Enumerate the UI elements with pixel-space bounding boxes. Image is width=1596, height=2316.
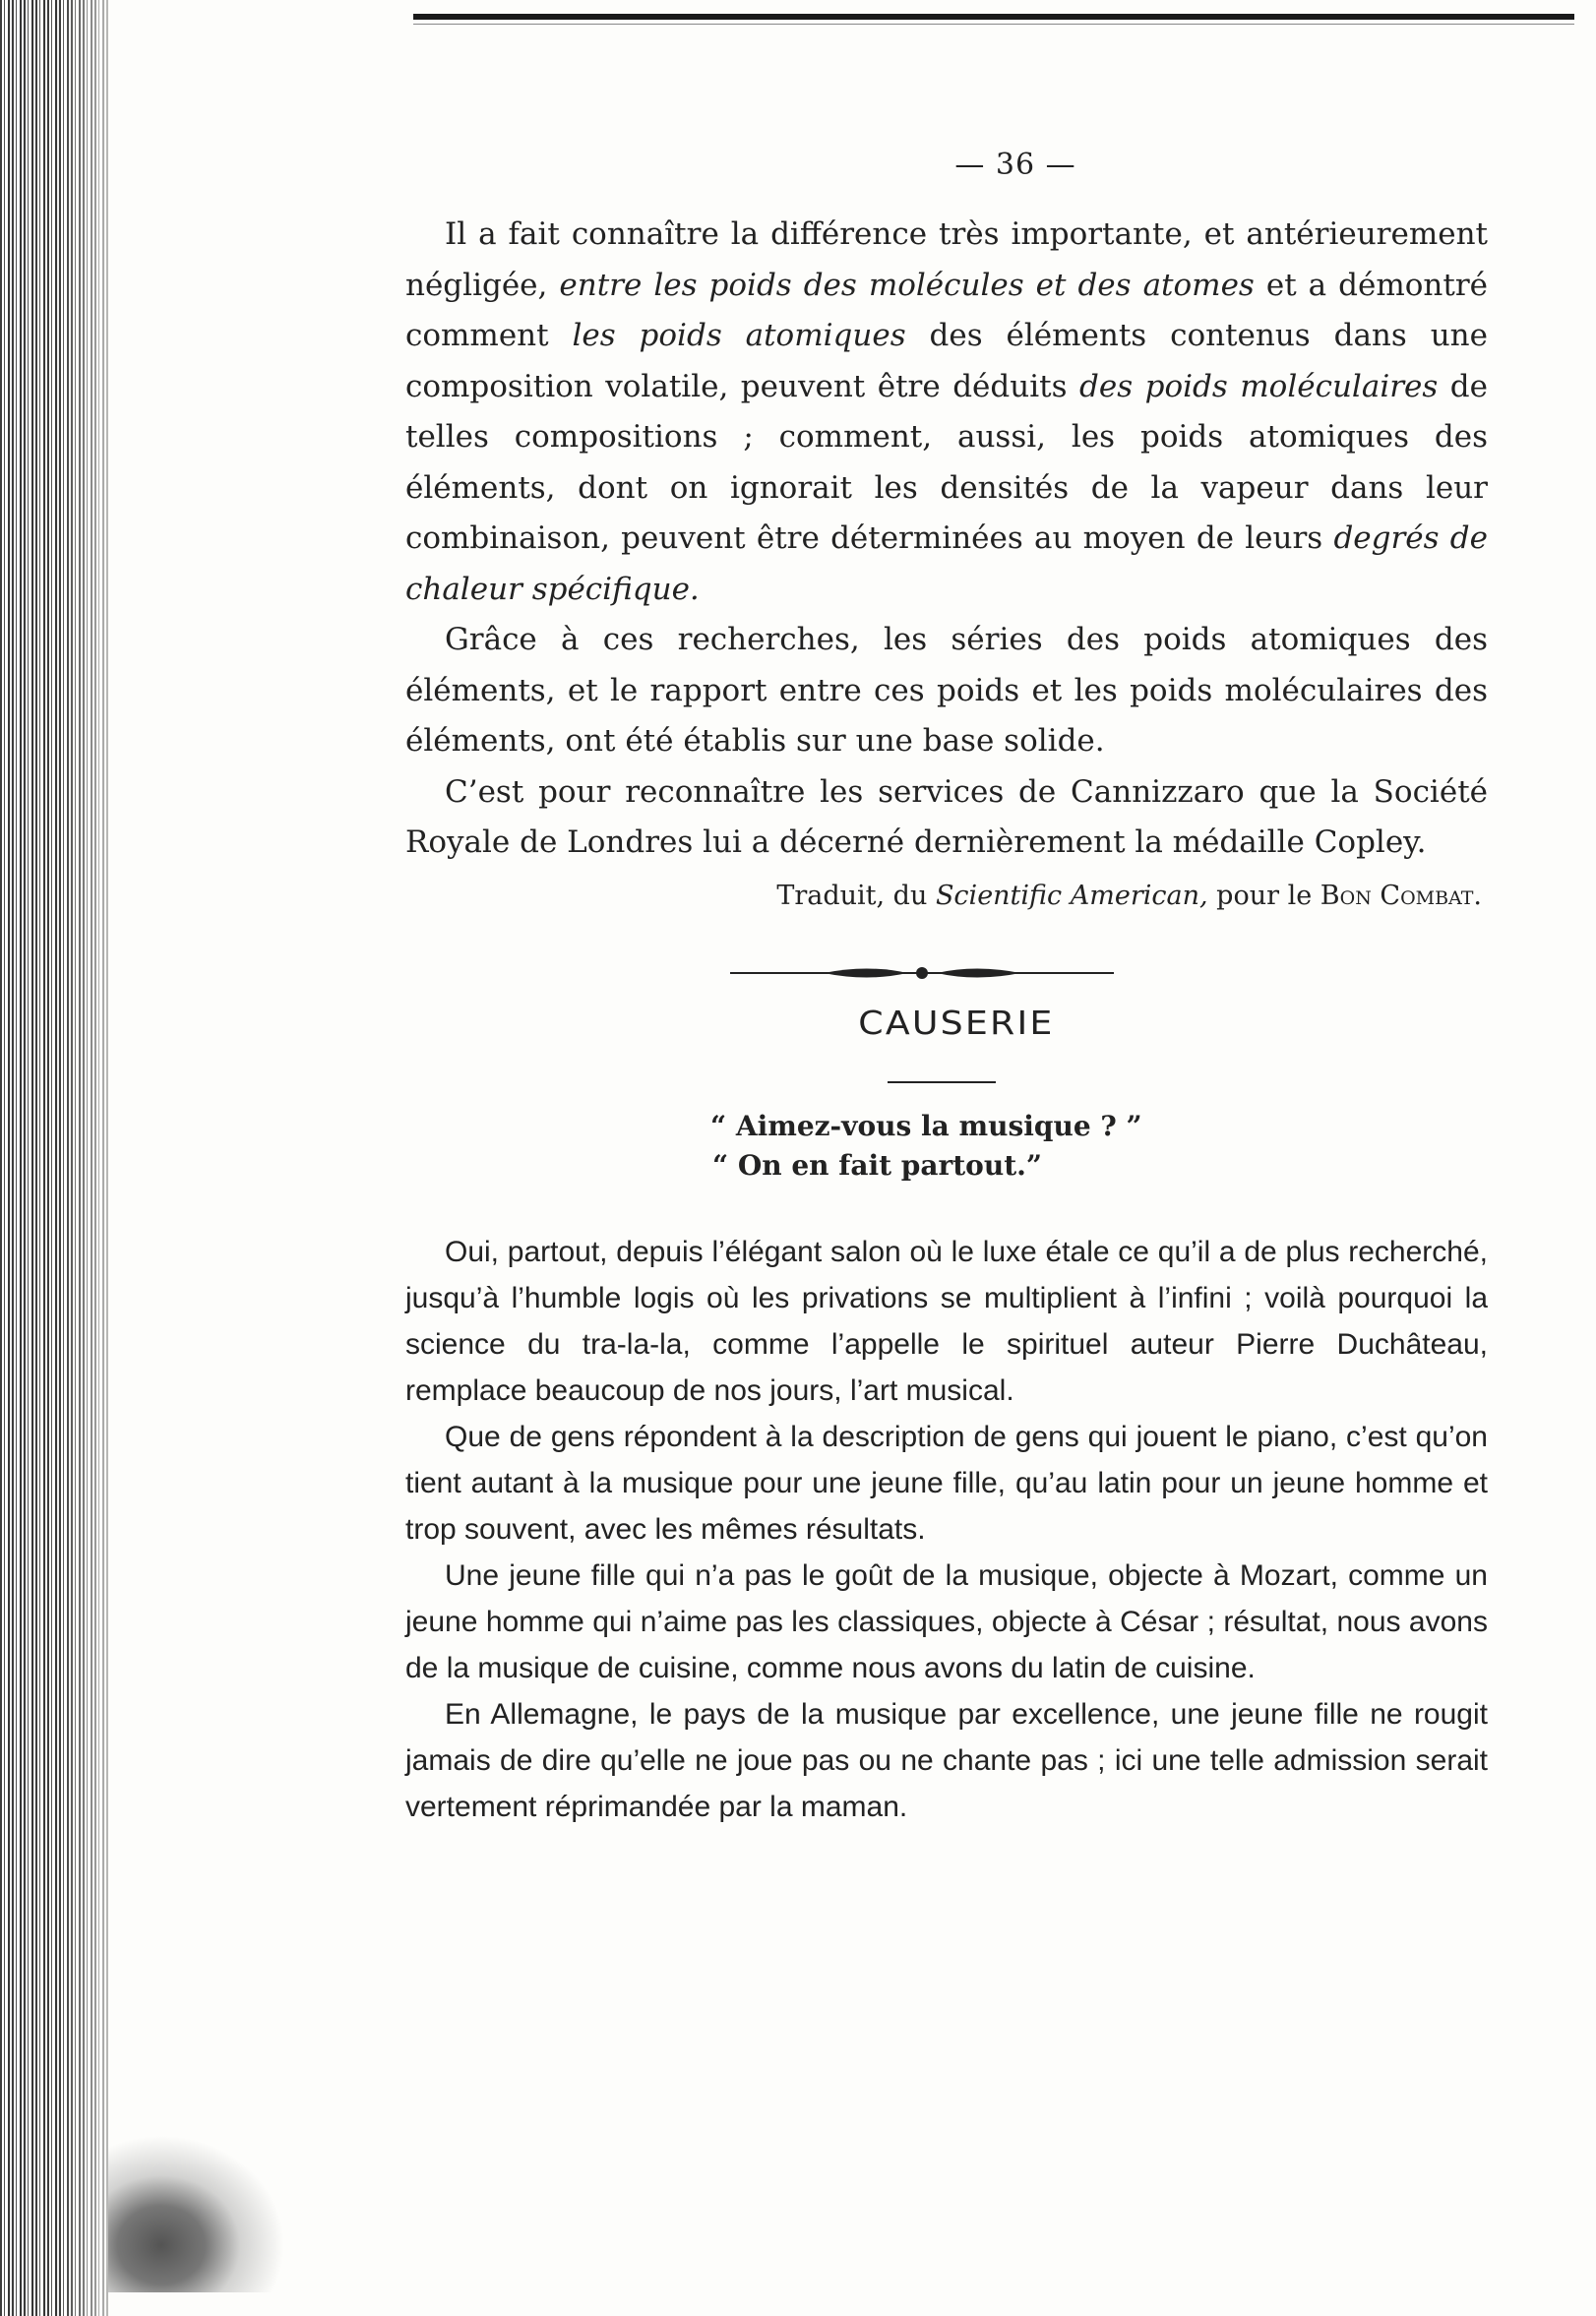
- italic-run: les poids atomiques: [572, 318, 906, 353]
- italic-run: des poids moléculaires: [1079, 368, 1439, 404]
- causerie-body: [405, 1229, 1488, 1830]
- causerie-paragraph: Une jeune fille qui n’a pas le goût de la musique, objecte à Mozart, comme un jeune homme qui n’aime pas les classiques, objecte à César ; résultat, nous avons de la musique de cuisine, comme nous avons du latin de cuisine.: [405, 1558, 1488, 1684]
- causerie-paragraph: Que de gens répondent à la description de gens qui jouent le piano, c’est qu’on tient autant à la musique pour une jeune fille, qu’au latin pour un jeune homme et trop souvent, avec les mêmes résultats.: [405, 1420, 1488, 1546]
- article-paragraph: [405, 615, 1488, 767]
- top-edge-thin-rule: [413, 24, 1574, 25]
- text-run: C’est pour reconnaître les services de Cannizzaro que la Société Royale de Londres lui a décerné dernièrement la médaille Copley.: [405, 773, 1488, 860]
- section-divider-ornament: [730, 960, 1114, 986]
- epigraph: [710, 1107, 1488, 1186]
- italic-run: degrés de chaleur spécifique.: [405, 520, 1488, 607]
- epigraph-line-1: “ Aimez-vous la musique ? ”: [710, 1109, 1142, 1142]
- attribution-source: Scientific American,: [935, 880, 1208, 911]
- text-run: des éléments contenus dans une composition volatile, peuvent être déduits: [405, 318, 1488, 404]
- causerie-paragraph: En Allemagne, le pays de la musique par excellence, une jeune fille ne rougit jamais de dire qu’elle ne joue pas ou ne chante pas ; ici une telle admission serait vertement réprimandée par la maman.: [405, 1697, 1488, 1823]
- text-run: de telles compositions ; comment, aussi, les poids atomiques des éléments, dont on ignorait les densités de la vapeur dans leur combinaison, peuvent être déterminées au moyen de leurs: [405, 368, 1489, 556]
- page-content: [405, 148, 1488, 1830]
- attribution-line: [405, 881, 1482, 911]
- article-body: [405, 210, 1488, 869]
- binding-shadow: [59, 0, 148, 2316]
- article-paragraph: [405, 767, 1488, 869]
- title-underline-rule: [888, 1081, 996, 1083]
- article-paragraph: [405, 210, 1488, 615]
- top-edge-rule: [413, 14, 1574, 20]
- attribution-middle: pour le: [1207, 880, 1320, 911]
- page-number: — 36 —: [954, 148, 1076, 182]
- attribution-prefix: Traduit, du: [776, 880, 936, 911]
- text-run: Il a fait connaître la différence très importante, et antérieurement négligée,: [405, 216, 1488, 303]
- corner-smudge: [108, 2135, 285, 2292]
- section-title: CAUSERIE: [858, 1003, 1055, 1042]
- epigraph-line-2: “ On en fait partout.”: [712, 1148, 1043, 1182]
- text-run: Grâce à ces recherches, les séries des poids atomiques des éléments, et le rapport entre ces poids et les poids moléculaires des éléments, ont été établis sur une base solide.: [405, 622, 1488, 759]
- attribution-publication: Bon Combat.: [1320, 880, 1482, 911]
- causerie-paragraph: Oui, partout, depuis l’élégant salon où le luxe étale ce qu’il a de plus recherché, jusqu’à l’humble logis où les privations se multiplient à l’infini ; voilà pourquoi la science du tra-la-la, comme l’appelle le spirituel auteur Pierre Duchâteau, remplace beaucoup de nos jours, l’art musical.: [405, 1235, 1488, 1407]
- text-run: et a démontré comment: [405, 267, 1489, 353]
- italic-run: entre les poids des molécules et des atomes: [559, 267, 1255, 303]
